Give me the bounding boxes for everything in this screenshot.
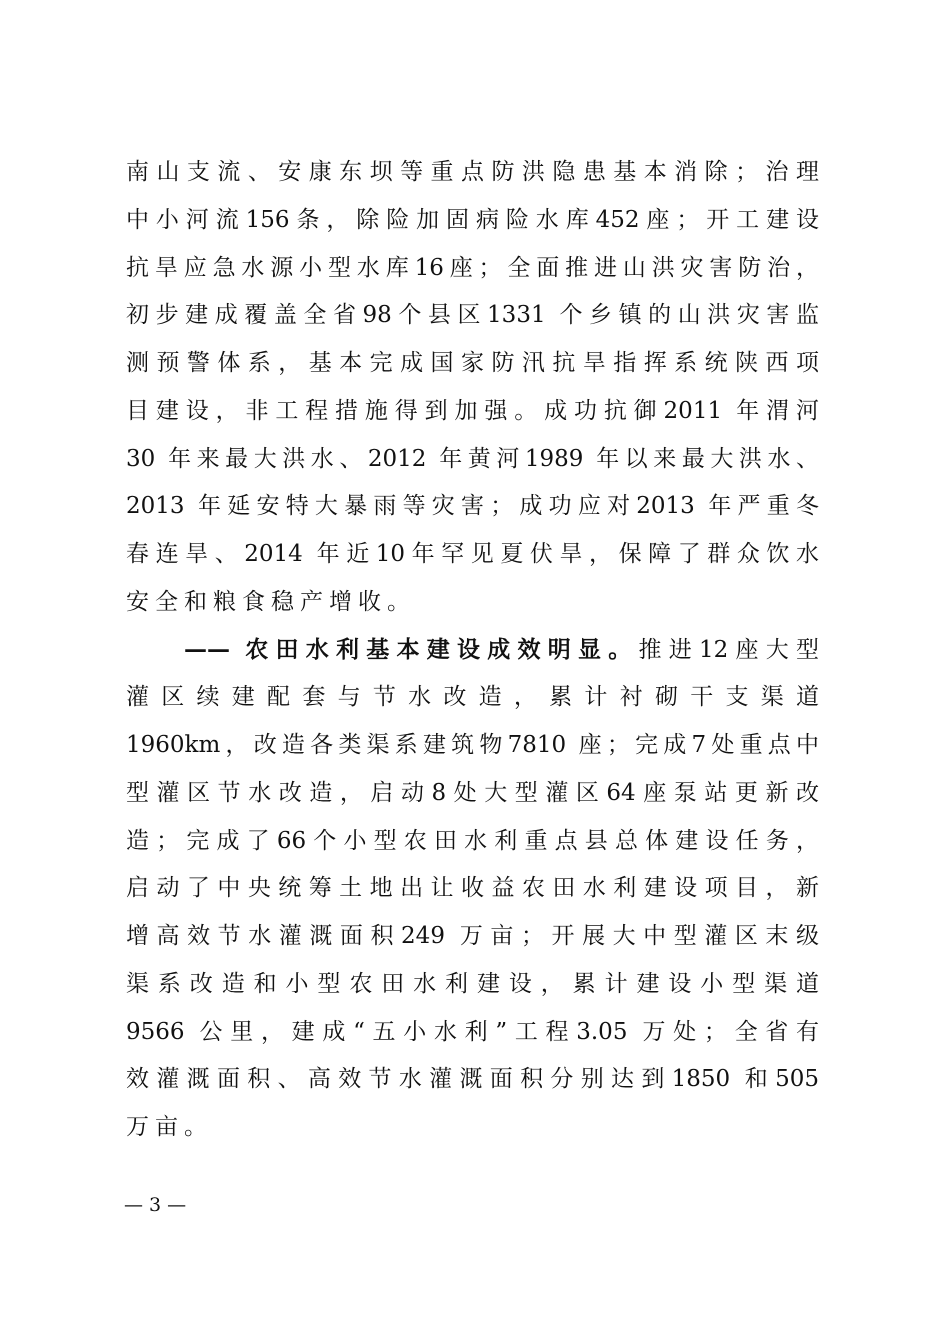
paragraph-line: 目建设，非工程措施得到加强。成功抗御2011 年渭河: [126, 398, 819, 424]
paragraph-line: 型灌区节水改造，启动8处大型灌区64座泵站更新改: [126, 780, 819, 806]
paragraph-line: 效灌溉面积、高效节水灌溉面积分别达到1850 和505: [126, 1066, 819, 1092]
section-heading: —— 农田水利基本建设成效明显。: [184, 636, 639, 663]
paragraph-line: 初步建成覆盖全省98个县区1331 个乡镇的山洪灾害监: [126, 302, 819, 328]
paragraph-line: 测预警体系，基本完成国家防汛抗旱指挥系统陕西项: [126, 350, 819, 376]
paragraph-line: 中小河流156条，除险加固病险水库452座；开工建设: [126, 207, 819, 233]
paragraph-line: 渠系改造和小型农田水利建设，累计建设小型渠道: [126, 971, 819, 997]
paragraph-line: 春连旱、2014 年近10年罕见夏伏旱，保障了群众饮水: [126, 541, 819, 567]
paragraph-line: 9566 公里，建成“五小水利”工程3.05 万处；全省有: [126, 1019, 819, 1045]
paragraph-line: 安全和粮食稳产增收。: [126, 589, 416, 615]
paragraph-line: 2013 年延安特大暴雨等灾害；成功应对2013 年严重冬: [126, 493, 819, 519]
paragraph-line: 启动了中央统筹土地出让收益农田水利建设项目，新: [126, 875, 819, 901]
paragraph-line: 造；完成了66个小型农田水利重点县总体建设任务，: [126, 828, 819, 854]
section-heading-continuation: 推进12座大型: [638, 637, 819, 663]
paragraph-line: 30 年来最大洪水、2012 年黄河1989 年以来最大洪水、: [126, 446, 819, 472]
paragraph-line: 南山支流、安康东坝等重点防洪隐患基本消除；治理: [126, 159, 819, 185]
paragraph-line: 增高效节水灌溉面积249 万亩；开展大中型灌区末级: [126, 923, 819, 949]
page-number: — 3 —: [124, 1194, 187, 1216]
paragraph-line: 灌区续建配套与节水改造，累计衬砌干支渠道: [126, 684, 819, 710]
section-heading-line: [184, 630, 819, 670]
paragraph-line: 1960km，改造各类渠系建筑物7810 座；完成7处重点中: [126, 732, 819, 758]
paragraph-line: 抗旱应急水源小型水库16座；全面推进山洪灾害防治，: [126, 255, 819, 281]
paragraph-line: 万亩。: [126, 1114, 213, 1140]
